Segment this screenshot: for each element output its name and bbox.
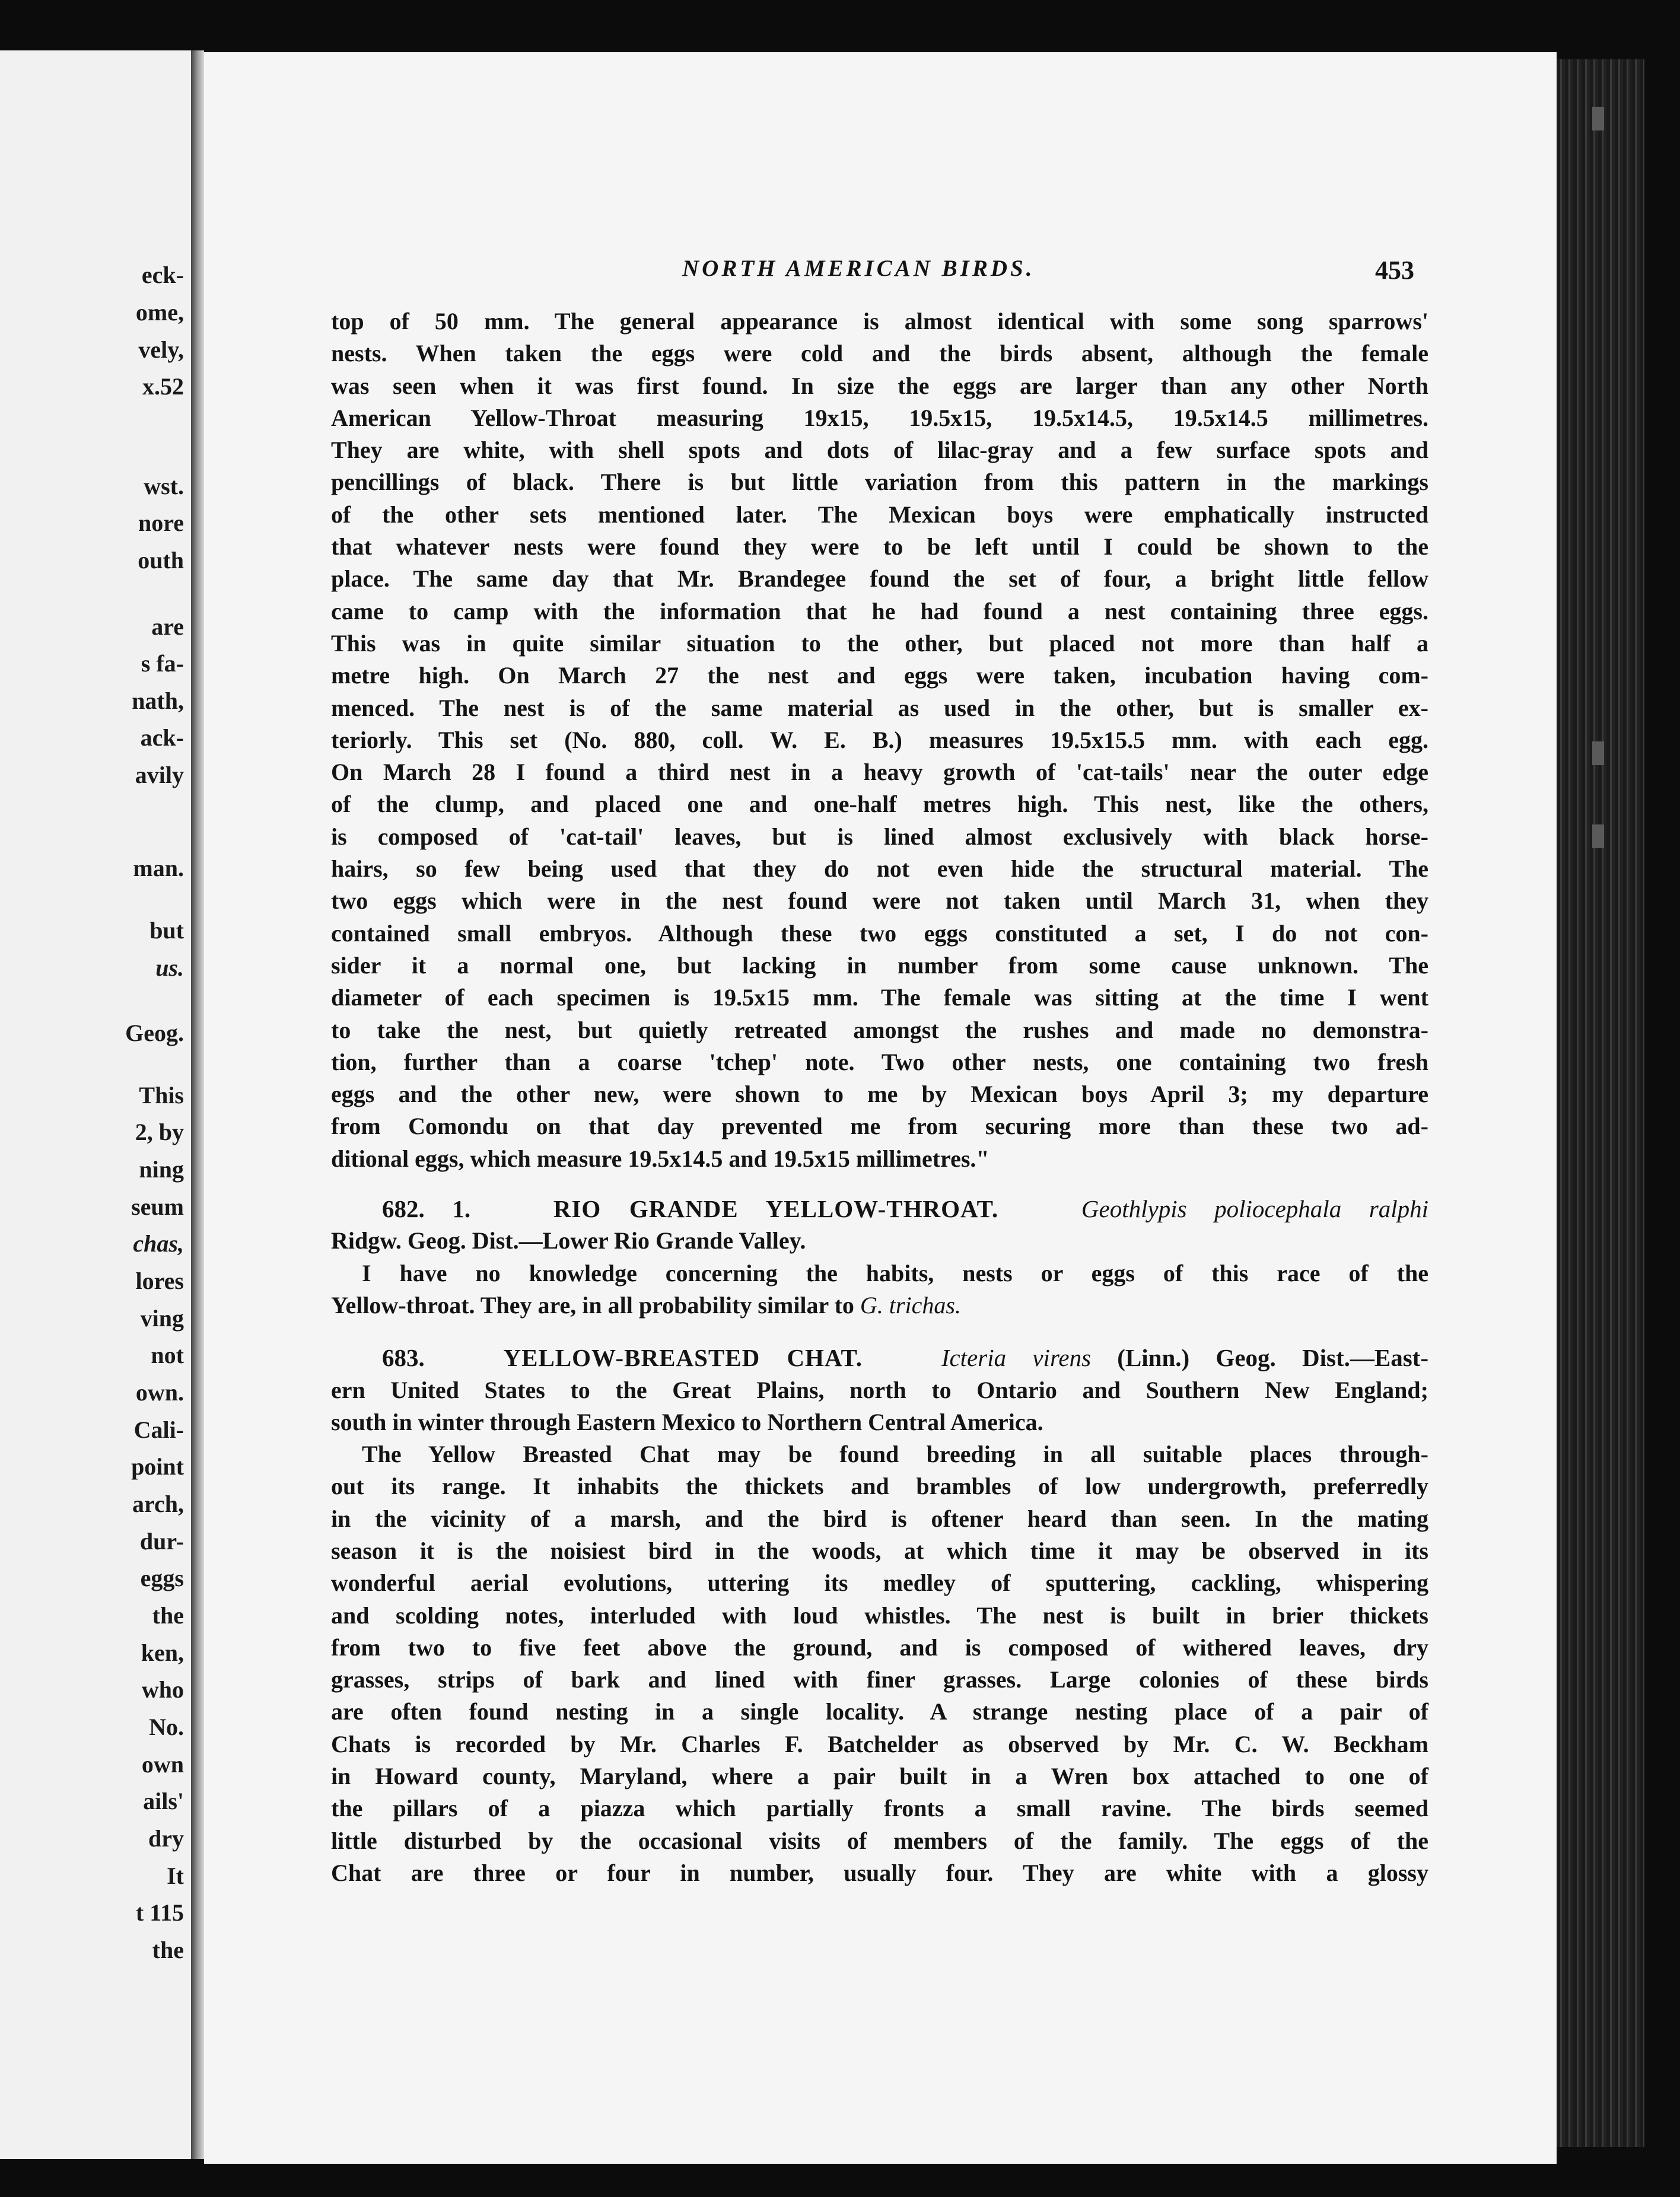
species-latin-name: Icteria virens (941, 1344, 1092, 1372)
species-latin-ref: G. trichas. (860, 1291, 961, 1319)
left-page-line-fragment: lores (135, 1268, 184, 1294)
quote-line: eggs and the other new, were shown to me by Mexican boys April 3; my departure (331, 1081, 1428, 1108)
quote-line: nests. When taken the eggs were cold and the birds absent, although the female (331, 340, 1428, 367)
quote-line: pencillings of black. There is but little variation from this pattern in the markings (331, 469, 1428, 496)
quote-line: ditional eggs, which measure 19.5x14.5 and 19.5x15 millimetres." (331, 1145, 989, 1172)
left-page-line-fragment: chas, (133, 1230, 184, 1257)
body-line: and scolding notes, interluded with loud whistles. The nest is built in brier thickets (331, 1601, 1428, 1629)
body-line: grasses, strips of bark and lined with finer grasses. Large colonies of these birds (331, 1666, 1428, 1693)
running-head: NORTH AMERICAN BIRDS. (682, 256, 1035, 281)
left-page-line-fragment: avily (135, 762, 184, 788)
left-page-line-fragment: the (152, 1602, 184, 1629)
quote-line: sider it a normal one, but lacking in number from some cause unknown. The (331, 951, 1428, 979)
quote-line: tion, further than a coarse 'tchep' note. Two other nests, one containing two fresh (331, 1048, 1428, 1075)
quote-line: of the other sets mentioned later. The Mexican boys were emphatically instructed (331, 501, 1428, 528)
body-line: the pillars of a piazza which partially fronts a small ravine. The birds seemed (331, 1795, 1428, 1822)
entry-682-body-line: I have no knowledge concerning the habits, nests or eggs of this race of the (362, 1259, 1428, 1287)
body-line: in the vicinity of a marsh, and the bird is oftener heard than seen. In the mating (331, 1505, 1428, 1532)
entry-683-distribution (331, 1374, 1428, 1439)
quote-line: two eggs which were in the nest found were not taken until March 31, when they (331, 887, 1428, 915)
left-page-line-fragment: eggs (140, 1565, 184, 1591)
left-page-line-fragment: point (131, 1453, 184, 1480)
left-page-line-fragment: outh (138, 547, 184, 574)
left-page-line-fragment: own (141, 1751, 184, 1778)
quote-line: They are white, with shell spots and dots of lilac-gray and a few surface spots and (331, 437, 1428, 464)
page-number: 453 (1375, 256, 1414, 285)
left-page-line-fragment: 2, by (135, 1119, 184, 1145)
entry-682-distribution: Ridgw. Geog. Dist.—Lower Rio Grande Valley. (331, 1227, 806, 1254)
text-column (331, 305, 1428, 1889)
quote-line: contained small embryos. Although these two eggs constituted a set, I do not con- (331, 919, 1428, 947)
quote-paragraph (331, 305, 1428, 1175)
body-line: The Yellow Breasted Chat may be found breeding in all suitable places through- (362, 1441, 1428, 1468)
page-edges (1557, 59, 1644, 2147)
left-page-line-fragment: vely, (138, 336, 184, 363)
left-page-line-fragment: not (151, 1342, 184, 1368)
quote-line: that whatever nests were found they were to be left until I could be shown to the (331, 533, 1428, 561)
left-page-line-fragment: dur- (139, 1528, 184, 1555)
body-line: wonderful aerial evolutions, uttering its medley of sputtering, cackling, whispering (331, 1569, 1428, 1597)
left-page-line-fragment: wst. (144, 473, 184, 499)
body-line: Chat are three or four in number, usually four. They are white with a glossy (331, 1859, 1428, 1886)
left-page-line-fragment: ving (140, 1305, 184, 1332)
left-page-line-fragment: are (151, 613, 184, 640)
entry-682-heading (331, 1193, 1428, 1225)
quote-line: diameter of each specimen is 19.5x15 mm. The female was sitting at the time I went (331, 984, 1428, 1011)
edge-mark (1592, 741, 1604, 765)
left-page-line-fragment: who (141, 1676, 184, 1703)
left-page-line-fragment: t 115 (135, 1899, 184, 1926)
entry-683 (331, 1342, 1428, 1889)
body-line: from two to five feet above the ground, and is composed of withered leaves, dry (331, 1634, 1428, 1661)
edge-mark (1592, 824, 1604, 848)
distribution-line: south in winter through Eastern Mexico to Northern Central America. (331, 1408, 1043, 1435)
left-page-line-fragment: ack- (140, 724, 184, 751)
body-text: Yellow-throat. They are, in all probability similar to (331, 1291, 860, 1319)
left-page-line-fragment: Geog. (125, 1020, 184, 1046)
entry-683-heading (331, 1342, 1428, 1374)
left-page-line-fragment: the (152, 1937, 184, 1963)
species-common-name: RIO GRANDE YELLOW-THROAT. (553, 1195, 999, 1223)
left-page-line-fragment: seum (131, 1193, 184, 1220)
entry-682-body-line (331, 1289, 1428, 1322)
species-latin-name: Geothlypis poliocephala ralphi (1081, 1195, 1429, 1223)
left-page-line-fragment: eck- (141, 262, 184, 288)
left-page-line-fragment: ken, (141, 1639, 184, 1666)
heading-rest: (Linn.) Geog. Dist.—East- (1091, 1344, 1428, 1372)
left-page-line-fragment: ome, (135, 299, 184, 326)
left-page-line-fragment: own. (135, 1379, 184, 1406)
edge-mark (1592, 107, 1604, 130)
quote-line: On March 28 I found a third nest in a heavy growth of 'cat-tails' near the outer edge (331, 759, 1428, 786)
left-page-line-fragment: but (149, 917, 184, 944)
body-line: out its range. It inhabits the thickets and brambles of low undergrowth, preferredly (331, 1473, 1428, 1500)
body-line: season it is the noisiest bird in the woods, at which time it may be observed in its (331, 1537, 1428, 1564)
left-page-line-fragment: This (139, 1082, 184, 1109)
quote-line: hairs, so few being used that they do not even hide the structural material. The (331, 855, 1428, 883)
body-line: in Howard county, Maryland, where a pair built in a Wren box attached to one of (331, 1763, 1428, 1790)
entry-682 (331, 1193, 1428, 1322)
left-page-line-fragment: nath, (132, 687, 184, 714)
distribution-line: ern United States to the Great Plains, north to Ontario and Southern New England; (331, 1376, 1428, 1403)
left-page-line-fragment: No. (149, 1714, 184, 1740)
quote-line: is composed of 'cat-tail' leaves, but is lined almost exclusively with black horse- (331, 823, 1428, 850)
quote-line: This was in quite similar situation to the other, but placed not more than half a (331, 629, 1428, 657)
left-page-line-fragment: Cali- (133, 1416, 184, 1443)
quote-line: was seen when it was first found. In size the eggs are larger than any other North (331, 372, 1428, 399)
species-common-name: YELLOW-BREASTED CHAT. (503, 1344, 863, 1372)
entry-number: 683. (382, 1344, 425, 1372)
quote-line: American Yellow-Throat measuring 19x15, 19.5x15, 19.5x14.5, 19.5x14.5 millimetres. (331, 404, 1428, 431)
entry-683-body (331, 1438, 1428, 1889)
quote-line: from Comondu on that day prevented me from securing more than these two ad- (331, 1113, 1428, 1140)
left-page-line-fragment: arch, (132, 1491, 184, 1517)
quote-line: top of 50 mm. The general appearance is almost identical with some song sparrows' (331, 308, 1428, 335)
quote-line: teriorly. This set (No. 880, coll. W. E. B.) measures 19.5x15.5 mm. with each egg. (331, 726, 1428, 753)
left-page-line-fragment: ning (139, 1156, 184, 1183)
left-page-fragment (0, 50, 195, 2159)
left-page-line-fragment: man. (133, 855, 184, 881)
quote-line: of the clump, and placed one and one-half metres high. This nest, like the others, (331, 791, 1428, 818)
body-line: Chats is recorded by Mr. Charles F. Batchelder as observed by Mr. C. W. Beckham (331, 1730, 1428, 1757)
quote-line: menced. The nest is of the same material as used in the other, but is smaller ex- (331, 694, 1428, 721)
quote-line: to take the nest, but quietly retreated amongst the rushes and made no demonstra- (331, 1016, 1428, 1043)
left-page-line-fragment: x.52 (142, 373, 184, 400)
quote-line: place. The same day that Mr. Brandegee found the set of four, a bright little fellow (331, 565, 1428, 593)
left-page-line-fragment: us. (155, 954, 184, 981)
left-page-line-fragment: s fa- (141, 650, 184, 677)
left-page-line-fragment: nore (138, 510, 184, 536)
entry-number: 682. 1. (382, 1195, 471, 1223)
left-page-line-fragment: ails' (143, 1788, 184, 1814)
quote-line: metre high. On March 27 the nest and eggs were taken, incubation having com- (331, 662, 1428, 689)
body-line: are often found nesting in a single locality. A strange nesting place of a pair of (331, 1698, 1428, 1725)
left-page-line-fragment: It (167, 1862, 184, 1889)
book-gutter (191, 50, 204, 2159)
body-line: little disturbed by the occasional visits of members of the family. The eggs of the (331, 1827, 1428, 1854)
quote-line: came to camp with the information that he had found a nest containing three eggs. (331, 597, 1428, 625)
left-page-line-fragment: dry (148, 1825, 184, 1852)
